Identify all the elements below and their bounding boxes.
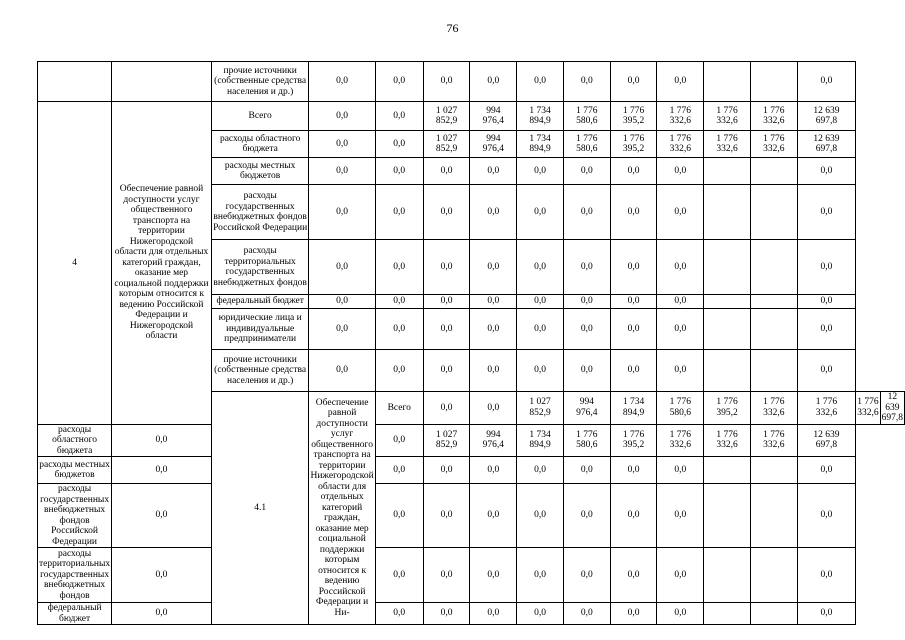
value-cell: 0,0: [797, 309, 856, 350]
source-cell: расходы государственных внебюджетных фондов Российской Федерации: [38, 484, 112, 548]
amount-cell: 1 776 395,2: [610, 424, 657, 457]
amount-cell: 994 976,4: [470, 131, 517, 158]
value-cell: 0,0: [517, 158, 564, 185]
value-cell: 0,0: [423, 185, 470, 240]
amount-cell: 1 776 332,6: [704, 102, 751, 131]
value-cell: 0,0: [563, 603, 610, 625]
value-cell: 0,0: [423, 309, 470, 350]
value-cell: 0,0: [375, 295, 423, 309]
amount-cell: 1 776 580,6: [563, 102, 610, 131]
value-cell: 0,0: [112, 457, 212, 484]
source-cell: Всего: [211, 102, 309, 131]
value-cell: 0,0: [517, 548, 564, 603]
amount-cell: 1 027 852,9: [517, 392, 564, 425]
amount-cell: 1 776 332,6: [704, 424, 751, 457]
value-cell: 0,0: [657, 457, 704, 484]
value-cell: 0,0: [657, 295, 704, 309]
amount-cell: 1 776 332,6: [750, 102, 797, 131]
value-cell: 0,0: [423, 457, 470, 484]
value-cell: 0,0: [375, 548, 423, 603]
value-cell: 0,0: [657, 185, 704, 240]
value-cell: 0,0: [375, 185, 423, 240]
value-cell: 0,0: [517, 185, 564, 240]
page-number: 76: [446, 21, 459, 35]
value-cell: 0,0: [563, 484, 610, 548]
table-row: [38, 548, 905, 603]
value-cell: 0,0: [423, 603, 470, 625]
value-cell: 0,0: [470, 309, 517, 350]
value-cell: 0,0: [375, 603, 423, 625]
section-number: 4: [38, 102, 112, 425]
value-cell: 0,0: [797, 240, 856, 295]
value-cell: 0,0: [610, 484, 657, 548]
value-cell: 0,0: [517, 309, 564, 350]
amount-cell: 1 776 580,6: [657, 392, 704, 425]
source-cell: федеральный бюджет: [38, 603, 112, 625]
amount-cell: 1 776 332,6: [750, 424, 797, 457]
value-cell: 0,0: [470, 484, 517, 548]
value-cell: 0,0: [797, 484, 856, 548]
value-cell: 0,0: [375, 457, 423, 484]
value-cell: 0,0: [375, 62, 423, 102]
number-cell: [38, 62, 112, 102]
source-cell: расходы местных бюджетов: [211, 158, 309, 185]
amount-cell: 1 776 332,6: [797, 392, 856, 425]
amount-cell: 12 639 697,8: [797, 102, 856, 131]
value-cell: 0,0: [563, 295, 610, 309]
value-cell: 0,0: [563, 309, 610, 350]
section-title: Обеспечение равной доступности услуг общественного транспорта на территории Нижегородской области для отдельных категорий граждан, оказание мер социальной поддержки которым относится к ведению Российской Федерации и Нижегородской области: [112, 102, 212, 425]
amount-cell: 1 776 580,6: [563, 424, 610, 457]
table-row: [38, 62, 905, 102]
value-cell: 0,0: [563, 548, 610, 603]
value-cell: 0,0: [470, 240, 517, 295]
title-cell: [112, 62, 212, 102]
value-cell: 0,0: [423, 548, 470, 603]
value-cell: 0,0: [309, 350, 375, 392]
value-cell: 0,0: [470, 457, 517, 484]
value-cell: 0,0: [423, 392, 470, 425]
amount-cell: 1 776 395,2: [704, 392, 751, 425]
value-cell: 0,0: [470, 185, 517, 240]
table-row: [38, 424, 905, 457]
value-cell: 0,0: [470, 350, 517, 392]
value-cell: 0,0: [610, 185, 657, 240]
value-cell: 0,0: [309, 131, 375, 158]
amount-cell: 1 776 332,6: [657, 424, 704, 457]
value-cell: 0,0: [470, 603, 517, 625]
value-cell: 0,0: [657, 240, 704, 295]
value-cell: 0,0: [309, 102, 375, 131]
value-cell: 0,0: [563, 62, 610, 102]
source-cell: расходы территориальных государственных внебюджетных фондов: [211, 240, 309, 295]
value-cell: 0,0: [423, 484, 470, 548]
value-cell: 0,0: [517, 295, 564, 309]
value-cell: 0,0: [375, 158, 423, 185]
value-cell: 0,0: [517, 603, 564, 625]
value-cell: 0,0: [470, 158, 517, 185]
value-cell: 0,0: [375, 350, 423, 392]
table-row: [38, 484, 905, 548]
amount-cell: 1 776 580,6: [563, 131, 610, 158]
value-cell: 0,0: [423, 158, 470, 185]
source-cell: расходы территориальных государственных внебюджетных фондов: [39, 548, 111, 601]
value-cell: 0,0: [610, 158, 657, 185]
value-cell: 0,0: [112, 603, 212, 625]
value-cell: 0,0: [610, 240, 657, 295]
value-cell: 0,0: [657, 548, 704, 603]
value-cell: 0,0: [423, 350, 470, 392]
amount-cell: 1 776 332,6: [657, 102, 704, 131]
value-cell: 0,0: [563, 350, 610, 392]
value-cell: 0,0: [657, 62, 704, 102]
value-cell: 0,0: [563, 457, 610, 484]
value-cell: 0,0: [610, 295, 657, 309]
value-cell: 0,0: [375, 309, 423, 350]
value-cell: 0,0: [470, 295, 517, 309]
amount-cell: 12 639 697,8: [881, 392, 903, 423]
table-row: [38, 603, 905, 625]
source-cell: федеральный бюджет: [211, 295, 309, 309]
value-cell: 0,0: [517, 240, 564, 295]
value-cell: 0,0: [470, 548, 517, 603]
value-cell: 0,0: [657, 350, 704, 392]
amount-cell: 994 976,4: [470, 102, 517, 131]
value-cell: 0,0: [517, 62, 564, 102]
source-cell: расходы местных бюджетов: [38, 457, 112, 484]
value-cell: 0,0: [375, 424, 423, 457]
value-cell: 0,0: [797, 548, 856, 603]
amount-cell: 12 639 697,8: [797, 424, 856, 457]
value-cell: 0,0: [309, 240, 375, 295]
value-cell: 0,0: [657, 484, 704, 548]
value-cell: 0,0: [610, 309, 657, 350]
amount-cell: 1 776 332,6: [704, 131, 751, 158]
amount-cell: 1 776 332,6: [750, 131, 797, 158]
value-cell: 0,0: [797, 350, 856, 392]
value-cell: 0,0: [309, 185, 375, 240]
value-cell: 0,0: [797, 457, 856, 484]
value-cell: 0,0: [375, 131, 423, 158]
value-cell: 0,0: [563, 240, 610, 295]
value-cell: 0,0: [657, 309, 704, 350]
value-cell: 0,0: [657, 603, 704, 625]
value-cell: 0,0: [563, 158, 610, 185]
table-row: [38, 457, 905, 484]
value-cell: 0,0: [309, 309, 375, 350]
amount-cell: 1 027 852,9: [423, 424, 470, 457]
amount-cell: 1 776 332,6: [657, 131, 704, 158]
amount-cell: 1 734 894,9: [610, 392, 657, 425]
amount-cell: 1 734 894,9: [517, 424, 564, 457]
value-cell: 0,0: [610, 603, 657, 625]
amount-cell: 994 976,4: [563, 392, 610, 425]
value-cell: 0,0: [423, 240, 470, 295]
value-cell: 0,0: [797, 62, 856, 102]
amount-cell: 1 776 332,6: [750, 392, 797, 425]
source-cell: прочие источники (собственные средства населения и др.): [211, 62, 309, 102]
amount-cell: 1 734 894,9: [517, 131, 564, 158]
value-cell: 0,0: [610, 457, 657, 484]
value-cell: 0,0: [112, 484, 212, 548]
value-cell: 0,0: [797, 603, 856, 625]
value-cell: 0,0: [563, 185, 610, 240]
amount-cell: 12 639 697,8: [797, 131, 856, 158]
amount-cell: 1 776 332,6: [856, 392, 880, 425]
amount-cell: 1 027 852,9: [423, 131, 470, 158]
value-cell: 0,0: [375, 484, 423, 548]
source-cell: расходы областного бюджета: [38, 424, 112, 457]
value-cell: 0,0: [610, 62, 657, 102]
value-cell: 0,0: [517, 457, 564, 484]
amount-cell: 1 027 852,9: [423, 102, 470, 131]
amount-cell: 1 734 894,9: [517, 102, 564, 131]
value-cell: 0,0: [470, 62, 517, 102]
section-title: Обеспечение равной доступности услуг общественного транспорта на территории Нижегородской области для отдельных категорий граждан, оказание мер социальной поддержки которым относится к ведению Российской Федерации и Ни-: [309, 392, 375, 625]
value-cell: 0,0: [375, 240, 423, 295]
value-cell: 0,0: [610, 548, 657, 603]
value-cell: 0,0: [657, 158, 704, 185]
value-cell: 0,0: [797, 158, 856, 185]
section-number: 4.1: [211, 392, 309, 625]
value-cell: 0,0: [309, 62, 375, 102]
source-cell: прочие источники (собственные средства населения и др.): [211, 350, 309, 392]
source-cell: Всего: [375, 392, 423, 425]
value-cell: 0,0: [309, 158, 375, 185]
value-cell: 0,0: [112, 424, 212, 457]
value-cell: 0,0: [797, 295, 856, 309]
value-cell: 0,0: [375, 102, 423, 131]
source-cell: юридические лица и индивидуальные предприниматели: [211, 309, 309, 350]
source-cell: расходы государственных внебюджетных фондов Российской Федерации: [211, 185, 309, 240]
table-row: [38, 102, 905, 131]
value-cell: 0,0: [797, 185, 856, 240]
amount-cell: 994 976,4: [470, 424, 517, 457]
value-cell: 0,0: [423, 62, 470, 102]
value-cell: 0,0: [309, 295, 375, 309]
amount-cell: 1 776 395,2: [610, 131, 657, 158]
source-cell: расходы областного бюджета: [211, 131, 309, 158]
amount-cell: 1 776 395,2: [610, 102, 657, 131]
value-cell: 0,0: [517, 484, 564, 548]
value-cell: 0,0: [470, 392, 517, 425]
value-cell: 0,0: [112, 548, 212, 603]
value-cell: 0,0: [423, 295, 470, 309]
budget-table: [37, 61, 905, 625]
value-cell: 0,0: [517, 350, 564, 392]
value-cell: 0,0: [610, 350, 657, 392]
